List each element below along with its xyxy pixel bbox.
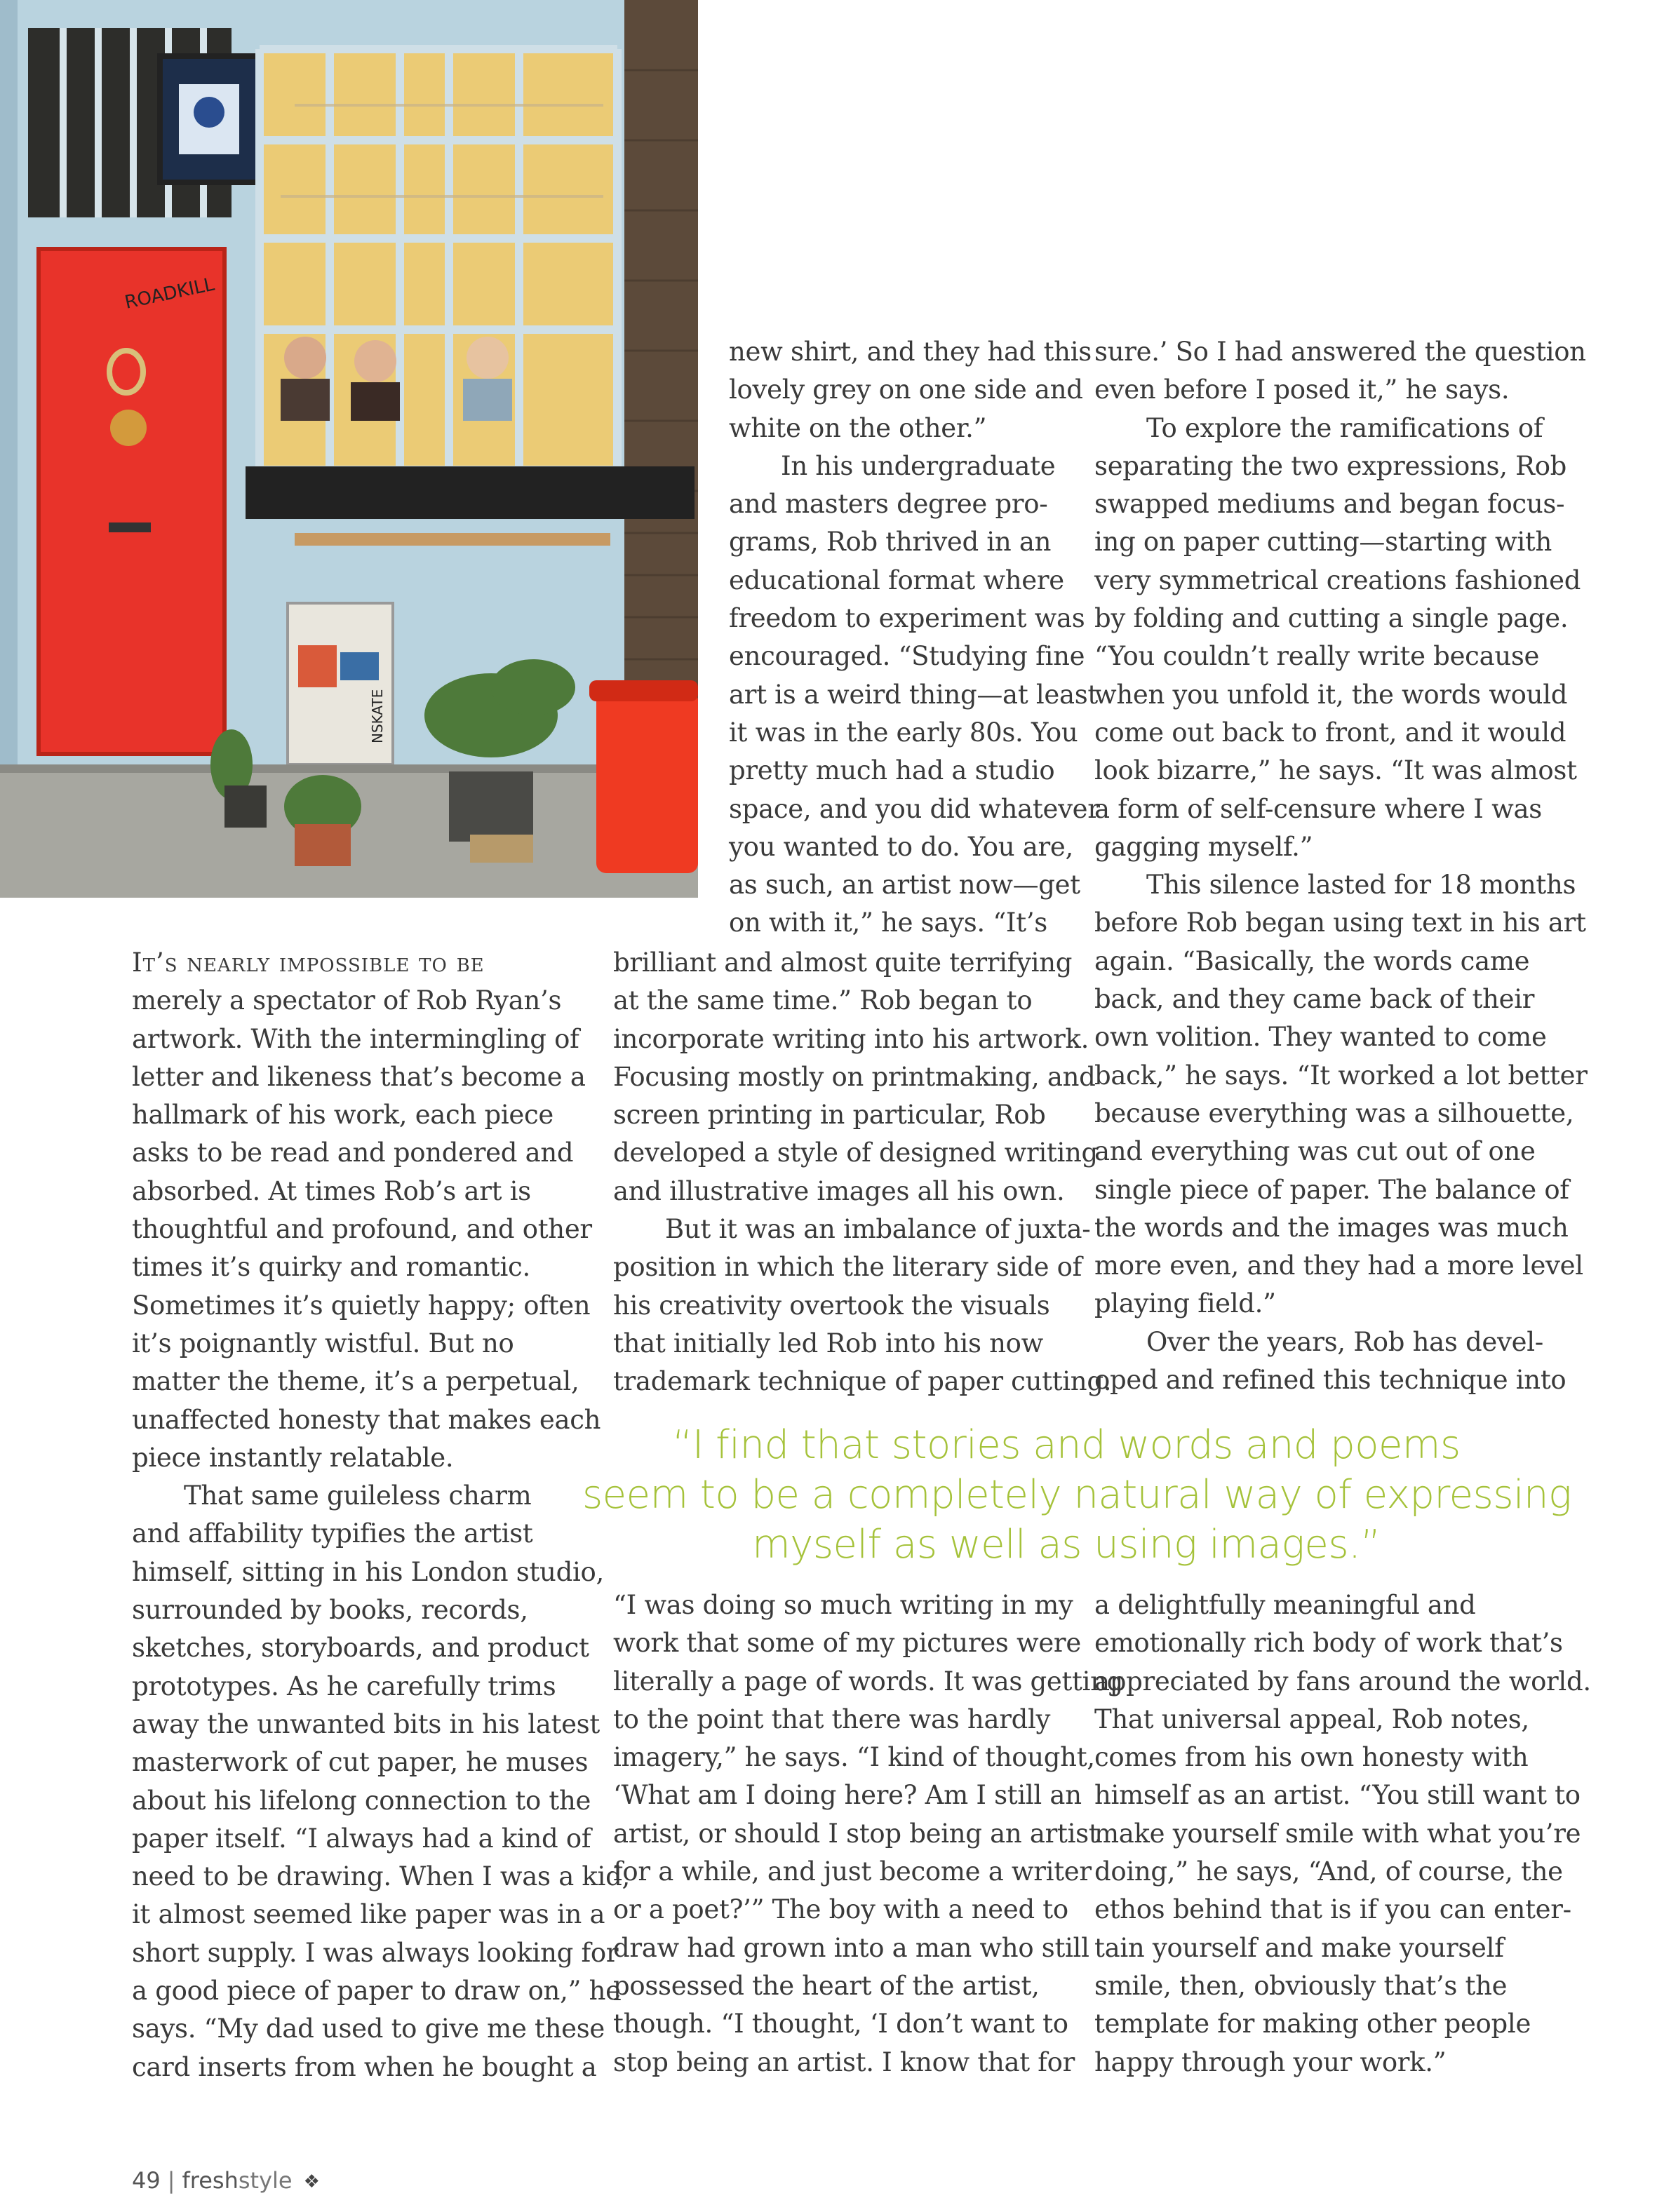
text-line: But it was an imbalance of juxta- bbox=[665, 1214, 1091, 1245]
text-line: because everything was a silhouette, bbox=[1094, 1098, 1574, 1128]
text-line: tain yourself and make yourself bbox=[1094, 1932, 1504, 1963]
text-line: swapped mediums and began focus- bbox=[1094, 489, 1565, 520]
text-line: asks to be read and pondered and bbox=[132, 1138, 574, 1168]
text-line: trademark technique of paper cutting. bbox=[613, 1366, 1112, 1397]
text-line: and everything was cut out of one bbox=[1094, 1136, 1536, 1167]
text-line: it’s poignantly wistful. But no bbox=[132, 1328, 514, 1358]
pull-quote-line: seem to be a completely natural way of expressing bbox=[582, 1472, 1572, 1518]
text-line: look bizarre,” he says. “It was almost bbox=[1094, 755, 1577, 786]
text-line: pretty much had a studio bbox=[729, 755, 1055, 786]
text-line: separating the two expressions, Rob bbox=[1094, 450, 1567, 481]
text-line: by folding and cutting a single page. bbox=[1094, 603, 1569, 634]
text-line: freedom to experiment was bbox=[729, 603, 1085, 634]
text-line: incorporate writing into his artwork. bbox=[613, 1023, 1089, 1054]
text-line: to the point that there was hardly bbox=[613, 1704, 1051, 1734]
text-line: hallmark of his work, each piece bbox=[132, 1100, 554, 1131]
text-line: piece instantly relatable. bbox=[132, 1442, 454, 1473]
text-line: position in which the literary side of bbox=[613, 1252, 1082, 1283]
text-line: grams, Rob thrived in an bbox=[729, 527, 1052, 558]
text-line: the words and the images was much bbox=[1094, 1212, 1569, 1243]
text-line: or a poet?’” The boy with a need to bbox=[613, 1894, 1068, 1925]
text-line: work that some of my pictures were bbox=[613, 1628, 1081, 1659]
text-line: Sometimes it’s quietly happy; often bbox=[132, 1290, 591, 1321]
text-line: more even, and they had a more level bbox=[1094, 1250, 1583, 1281]
text-line: “I was doing so much writing in my bbox=[613, 1590, 1073, 1620]
text-line: paper itself. “I always had a kind of bbox=[132, 1823, 591, 1854]
text-line: for a while, and just become a writer bbox=[613, 1856, 1092, 1887]
text-line: educational format where bbox=[729, 565, 1064, 595]
text-line: brilliant and almost quite terrifying bbox=[613, 947, 1073, 978]
text-line: new shirt, and they had this bbox=[729, 337, 1092, 367]
pull-quote-line: “I find that stories and words and poems bbox=[672, 1422, 1461, 1468]
text-line: himself, sitting in his London studio, bbox=[132, 1556, 604, 1587]
text-line: sketches, storyboards, and product bbox=[132, 1633, 589, 1664]
text-line: emotionally rich body of work that’s bbox=[1094, 1628, 1563, 1659]
text-line: That same guileless charm bbox=[184, 1481, 532, 1511]
svg-text:NSKATE: NSKATE bbox=[369, 689, 386, 743]
studio-photo-illustration bbox=[0, 0, 698, 898]
text-line: In his undergraduate bbox=[781, 450, 1056, 481]
text-line: literally a page of words. It was getting bbox=[613, 1666, 1124, 1697]
text-line: Focusing mostly on printmaking, and bbox=[613, 1061, 1096, 1092]
text-line: happy through your work.” bbox=[1094, 2046, 1447, 2077]
pull-quote bbox=[582, 1420, 1572, 1570]
text-line: gagging myself.” bbox=[1094, 831, 1313, 862]
text-line: lovely grey on one side and bbox=[729, 375, 1083, 405]
text-line: ethos behind that is if you can enter- bbox=[1094, 1894, 1571, 1925]
text-line: art is a weird thing—at least bbox=[729, 679, 1098, 710]
text-line: back,” he says. “It worked a lot better bbox=[1094, 1060, 1588, 1091]
text-line: white on the other.” bbox=[729, 412, 987, 443]
text-line: Over the years, Rob has devel- bbox=[1146, 1326, 1543, 1357]
text-line: imagery,” he says. “I kind of thought, bbox=[613, 1742, 1095, 1773]
column-3-bottom bbox=[1094, 1586, 1591, 2082]
text-line: encouraged. “Studying fine bbox=[729, 641, 1085, 672]
svg-text:ROADKILL: ROADKILL bbox=[123, 274, 217, 313]
text-line: you wanted to do. You are, bbox=[729, 831, 1073, 862]
pull-quote-line: myself as well as using images.” bbox=[752, 1522, 1381, 1567]
text-line: smile, then, obviously that’s the bbox=[1094, 1970, 1508, 2001]
column-2-top-narrow bbox=[729, 333, 1100, 943]
text-line: need to be drawing. When I was a kid, bbox=[132, 1861, 630, 1892]
footer-separator: | bbox=[167, 2167, 175, 2194]
text-line: “You couldn’t really write because bbox=[1094, 641, 1540, 672]
text-line: again. “Basically, the words came bbox=[1094, 945, 1530, 976]
text-line: space, and you did whatever bbox=[729, 793, 1100, 824]
text-line: a delightfully meaningful and bbox=[1094, 1590, 1476, 1620]
text-line: That universal appeal, Rob notes, bbox=[1094, 1704, 1529, 1734]
text-line: card inserts from when he bought a bbox=[132, 2051, 597, 2082]
column-1 bbox=[132, 944, 630, 2086]
text-line: a good piece of paper to draw on,” he bbox=[132, 1976, 621, 2007]
text-line: very symmetrical creations fashioned bbox=[1094, 565, 1581, 595]
text-line: appreciated by fans around the world. bbox=[1094, 1666, 1591, 1697]
column-2-bottom bbox=[613, 1586, 1123, 2082]
brand-name-part-1: fresh bbox=[182, 2167, 239, 2194]
text-line: about his lifelong connection to the bbox=[132, 1785, 591, 1816]
text-line: doing,” he says, “And, of course, the bbox=[1094, 1856, 1563, 1887]
text-line: come out back to front, and it would bbox=[1094, 717, 1567, 748]
text-line: and masters degree pro- bbox=[729, 489, 1048, 520]
text-line: oped and refined this technique into bbox=[1094, 1365, 1567, 1396]
brand-name-part-2: style bbox=[238, 2167, 293, 2194]
text-line: draw had grown into a man who still bbox=[613, 1932, 1089, 1963]
brand-mark-icon: ❖ bbox=[303, 2171, 320, 2192]
text-line: times it’s quirky and romantic. bbox=[132, 1252, 530, 1283]
text-line: This silence lasted for 18 months bbox=[1146, 870, 1576, 901]
text-line: stop being an artist. I know that for bbox=[613, 2046, 1075, 2077]
text-line: possessed the heart of the artist, bbox=[613, 1970, 1040, 2001]
text-line: short supply. I was always looking for bbox=[132, 1937, 619, 1968]
text-line: surrounded by books, records, bbox=[132, 1595, 528, 1626]
text-line: away the unwanted bits in his latest bbox=[132, 1708, 600, 1739]
text-line: that initially led Rob into his now bbox=[613, 1328, 1043, 1358]
column-2-top-wide bbox=[613, 944, 1111, 1401]
text-line: on with it,” he says. “It’s bbox=[729, 908, 1047, 938]
text-line: own volition. They wanted to come bbox=[1094, 1022, 1547, 1053]
text-line: absorbed. At times Rob’s art is bbox=[132, 1175, 531, 1206]
text-line: ‘What am I doing here? Am I still an bbox=[613, 1780, 1082, 1811]
text-line: template for making other people bbox=[1094, 2009, 1531, 2039]
text-line: merely a spectator of Rob Ryan’s bbox=[132, 985, 562, 1016]
text-line: playing field.” bbox=[1094, 1288, 1276, 1319]
column-3-top bbox=[1094, 333, 1588, 1399]
text-line: prototypes. As he carefully trims bbox=[132, 1671, 556, 1701]
text-line: ing on paper cutting—starting with bbox=[1094, 527, 1552, 558]
text-line: though. “I thought, ‘I don’t want to bbox=[613, 2009, 1068, 2039]
studio-photo bbox=[0, 0, 698, 898]
page-footer bbox=[132, 2167, 320, 2194]
text-line: make yourself smile with what you’re bbox=[1094, 1818, 1581, 1849]
text-line: sure.’ So I had answered the question bbox=[1094, 337, 1586, 367]
text-line: before Rob began using text in his art bbox=[1094, 908, 1586, 938]
text-line: and illustrative images all his own. bbox=[613, 1175, 1065, 1206]
text-line: it was in the early 80s. You bbox=[729, 717, 1078, 748]
text-line: back, and they came back of their bbox=[1094, 984, 1535, 1015]
lead-in: It’s nearly impossible to be bbox=[132, 947, 485, 978]
text-line: single piece of paper. The balance of bbox=[1094, 1174, 1569, 1205]
text-line: as such, an artist now—get bbox=[729, 870, 1080, 901]
text-line: artwork. With the intermingling of bbox=[132, 1023, 579, 1054]
text-line: screen printing in particular, Rob bbox=[613, 1100, 1046, 1131]
text-line: developed a style of designed writing bbox=[613, 1138, 1098, 1168]
text-line: when you unfold it, the words would bbox=[1094, 679, 1568, 710]
page-number: 49 bbox=[132, 2167, 161, 2194]
text-line: says. “My dad used to give me these bbox=[132, 2014, 605, 2044]
text-line: it almost seemed like paper was in a bbox=[132, 1899, 605, 1930]
text-line: even before I posed it,” he says. bbox=[1094, 375, 1510, 405]
text-line: at the same time.” Rob began to bbox=[613, 985, 1033, 1016]
text-line: himself as an artist. “You still want to bbox=[1094, 1780, 1581, 1811]
text-line: letter and likeness that’s become a bbox=[132, 1061, 586, 1092]
text-line: and affability typifies the artist bbox=[132, 1518, 533, 1549]
text-line: comes from his own honesty with bbox=[1094, 1742, 1529, 1773]
text-line: his creativity overtook the visuals bbox=[613, 1290, 1050, 1321]
text-line: thoughtful and profound, and other bbox=[132, 1214, 592, 1245]
text-line: a form of self-censure where I was bbox=[1094, 793, 1542, 824]
text-line: matter the theme, it’s a perpetual, bbox=[132, 1366, 579, 1397]
text-line: artist, or should I stop being an artist bbox=[613, 1818, 1099, 1849]
text-line: masterwork of cut paper, he muses bbox=[132, 1747, 589, 1778]
text-line: unaffected honesty that makes each bbox=[132, 1404, 601, 1435]
text-line: To explore the ramifications of bbox=[1146, 412, 1543, 443]
